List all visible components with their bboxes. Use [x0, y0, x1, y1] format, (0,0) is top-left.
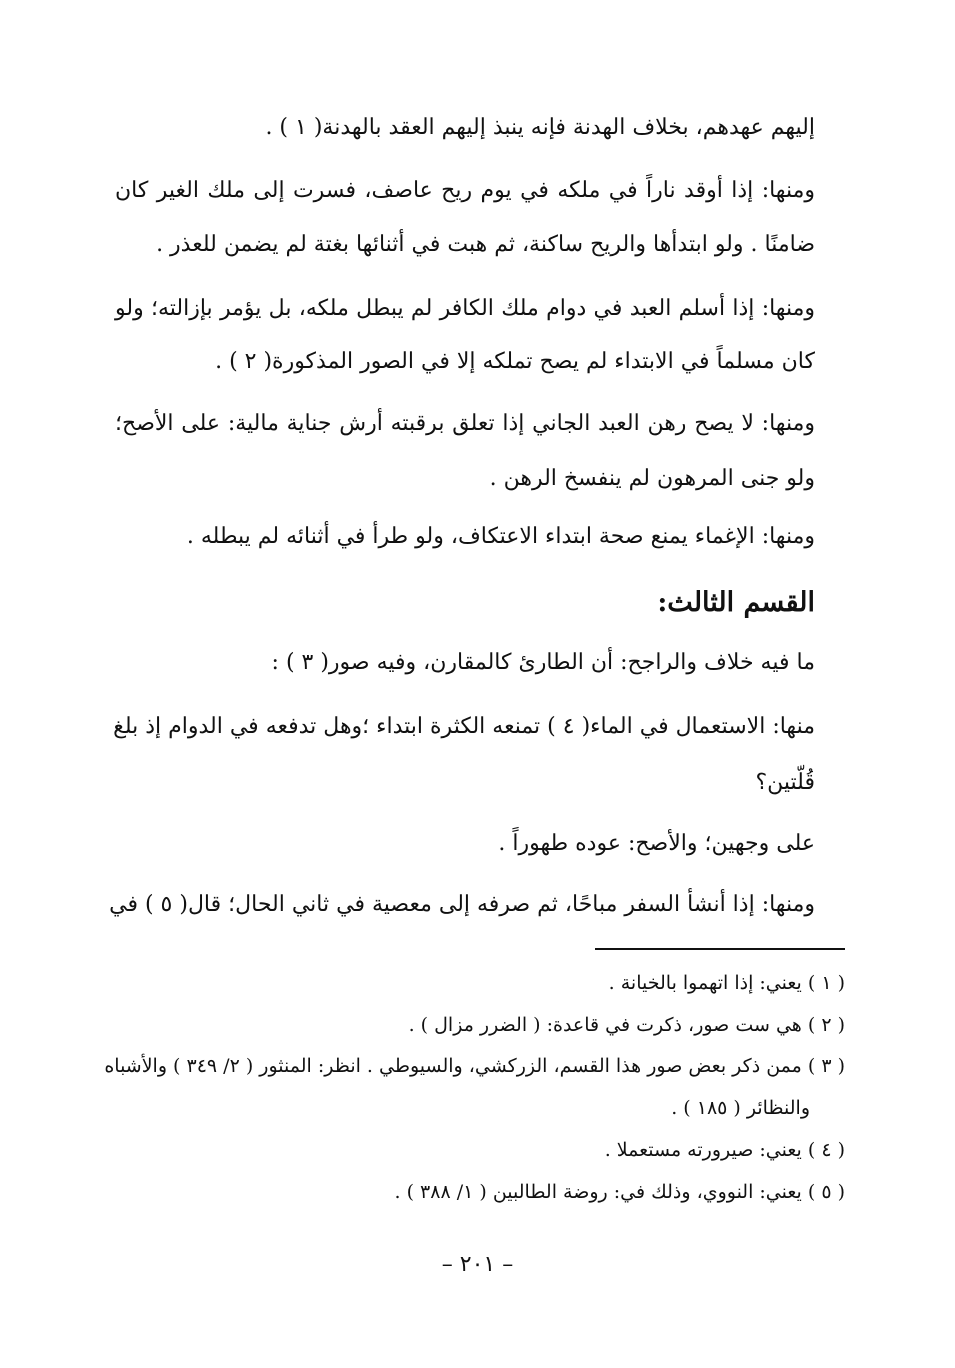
body-line-8: ومنها: الإغماء يمنع صحة ابتداء الاعتكاف، ولو طرأ في أثنائه لم يبطله . [186, 524, 815, 549]
body-line-14: ومنها: إذا أنشأ السفر مباحًا، ثم صرفه إلى معصية في ثاني الحال؛ قال( ٥ ) في [109, 892, 815, 917]
footnote-2: ( ٢ ) هي ست صور، ذكرت في قاعدة: ( الضرر مزال ) . [408, 1014, 845, 1036]
footnote-4: ( ٤ ) يعني: صيرورته مستعملا . [604, 1139, 845, 1161]
section-heading: القسم الثالث: [657, 587, 815, 618]
body-line-4: ومنها: إذا أسلم العبد في دوام ملك الكافر لم يبطل ملكه، بل يؤمر بإزالته؛ ولو [115, 296, 815, 321]
body-line-7: ولو جنى المرهون لم ينفسخ الرهن . [489, 466, 815, 491]
body-line-3: ضامنًا . ولو ابتدأها والريح ساكنة، ثم هبت في أثنائها بغتة لم يضمن للعذر . [156, 232, 815, 257]
footnote-3: ( ٣ ) ممن ذكر بعض صور هذا القسم، الزركشي، والسيوطي . انظر: المنثور ( ٢/ ٣٤٩ ) والأشباه [104, 1055, 845, 1077]
body-line-1: إليهم عهدهم، بخلاف الهدنة فإنه ينبذ إليهم العقد بالهدنة( ١ ) . [265, 115, 815, 140]
body-line-6: ومنها: لا يصح رهن العبد الجاني إذا تعلق برقبته أرش جناية مالية: على الأصح؛ [115, 411, 815, 436]
footnote-1: ( ١ ) يعني: إذا اتهموا بالخيانة . [608, 972, 845, 994]
body-line-2: ومنها: إذا أوقد ناراً في ملكه في يوم ريح عاصف، فسرت إلى ملك الغير كان [115, 178, 815, 203]
body-line-10: ما فيه خلاف والراجح: أن الطارئ كالمقارن، وفيه صور( ٣ ) : [271, 650, 815, 675]
body-line-5: كان مسلماً في الابتداء لم يصح تملكه إلا في الصور المذكورة( ٢ ) . [215, 349, 815, 374]
body-line-11: منها: الاستعمال في الماء( ٤ ) تمنعه الكثرة ابتداء ؛وهل تدفعه في الدوام إذ بلغ [113, 714, 815, 739]
body-line-13: على وجهين؛ والأصح: عوده طهوراً . [498, 831, 815, 856]
footnote-separator [595, 948, 845, 950]
body-line-12: قُلّتين؟ [755, 770, 815, 795]
page-number: – ٢٠١ – [441, 1252, 514, 1277]
footnote-5: ( ٥ ) يعني: النووي، وذلك في: روضة الطالبين ( ١/ ٣٨٨ ) . [394, 1181, 845, 1203]
footnote-3-continued: والنظائر ( ١٨٥ ) . [671, 1097, 810, 1119]
